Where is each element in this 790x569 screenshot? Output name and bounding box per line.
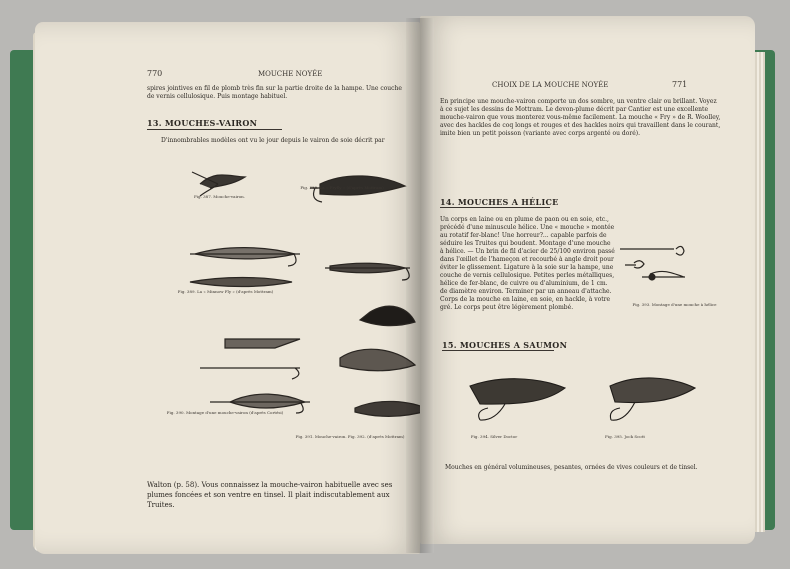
right-folio: 771 — [672, 80, 688, 89]
left-bottom-text: Walton (p. 58). Vous connaissez la mouche-vairon habituelle avec ses plumes foncées et son ventre en tinsel. Il plait indiscutablement aux Truites. — [147, 481, 393, 509]
left-page — [35, 22, 420, 554]
cortesi-fly-icon — [230, 394, 305, 408]
minnow-fly-icon — [200, 175, 245, 188]
fig-390-caption: Fig. 390. Montage d'une mouche-vairon (d'après Cortési) — [166, 410, 284, 415]
left-top-text: spires jointives en fil de plomb très fin sur la partie droite de la hampe. Une couche de vernis cellulosique. Puis montage habituel. — [147, 85, 402, 100]
section-15-heading: 15. MOUCHES A SAUMON — [442, 340, 568, 350]
silver-doctor-fly-icon — [470, 379, 565, 404]
right-running-head: CHOIX DE LA MOUCHE NOYÉE — [492, 81, 609, 89]
helice-fly-diagram — [610, 241, 715, 319]
helice-hook-icon — [620, 246, 684, 255]
fig-387-caption: Fig. 387. Mouche-vairon. — [193, 194, 246, 199]
right-bottom-text: Mouches en général volumineuses, pesantes, ornées de vives couleurs et de tinsel. — [445, 464, 698, 471]
streamer-icon — [190, 278, 292, 287]
section-13-heading: 13. MOUCHES-VAIRON — [147, 118, 258, 128]
fig-389-caption: Fig. 389. La « Minnow Fly » (d'après Mottram) — [177, 289, 274, 294]
left-running-head: MOUCHE NOYÉE — [258, 70, 323, 78]
book-spine-shadow — [406, 18, 434, 553]
section-15-rule — [442, 350, 554, 351]
right-page — [420, 16, 755, 544]
wing-fly-icon — [225, 339, 300, 348]
minnow-pattern-icon — [340, 349, 415, 371]
section-13-rule — [147, 129, 282, 130]
fig-394-caption: Fig. 394. Silver Doctor — [470, 434, 518, 439]
left-folio: 770 — [147, 69, 163, 78]
section-14-rule — [440, 207, 550, 208]
fig-395-caption: Fig. 395. Jock Scott — [605, 434, 645, 439]
fig-388-caption: Fig. 388. La « Fryfly » (d'après Mottram) — [300, 185, 384, 190]
salmon-fly-illustrations — [460, 366, 700, 441]
metal-bead-icon — [649, 274, 655, 280]
helice-text: Un corps en laine ou en plume de paon ou en soie, etc., précédé d'une minuscule hélice. Une « mouche » montée au rotatif fer-blanc! Une horreur?... capable parfois de séduire les Truites qui boudent. Montage d'une mouche à hélice. — Un brin de fil d'acier de 25/100 environ passé dans l'œillet de l'hameçon et recourbé à angle droit pour éviter le glissement. Ligature à la soie sur la hampe, une couche de vernis cellulosique. Petites perles métalliques, hélice de fer-blanc, de cuivre ou d'aluminium, de 1 cm. de diamètre environ. Terminer par un anneau d'attache. Corps de la mouche en laine, en soie, en hackle, à votre gré. Le corps peut être légèrement plombé. — [440, 216, 615, 311]
section-14-heading: 14. MOUCHES A HÉLICE — [440, 197, 559, 207]
left-intro-text: D'innombrables modèles ont vu le jour depuis le vairon de soie décrit par — [161, 137, 385, 144]
fig-391-caption: Fig. 391. Mouche-vairon. Fig. 392. (d'après Mottram) — [295, 434, 405, 439]
right-top-text: En principe une mouche-vairon comporte un dos sombre, un ventre clair ou brillant. Voyez à ce sujet les dessins de Mottram. Le devon-plume décrit par Cantier est une excellente mouche-vairon que vous monterez vous-même facilement. La mouche « Fry » de R. Woolley, avec des hackles de coq longs et rouges et des hackles noirs qui travaillent dans le courant, imite bien un petit poisson (variante avec corps argenté ou doré). — [440, 98, 721, 137]
feather-fly-icon — [195, 248, 295, 259]
fig-393-caption: Fig. 393. Montage d'une mouche à hélice — [632, 302, 717, 307]
jock-scott-fly-icon — [610, 378, 695, 403]
